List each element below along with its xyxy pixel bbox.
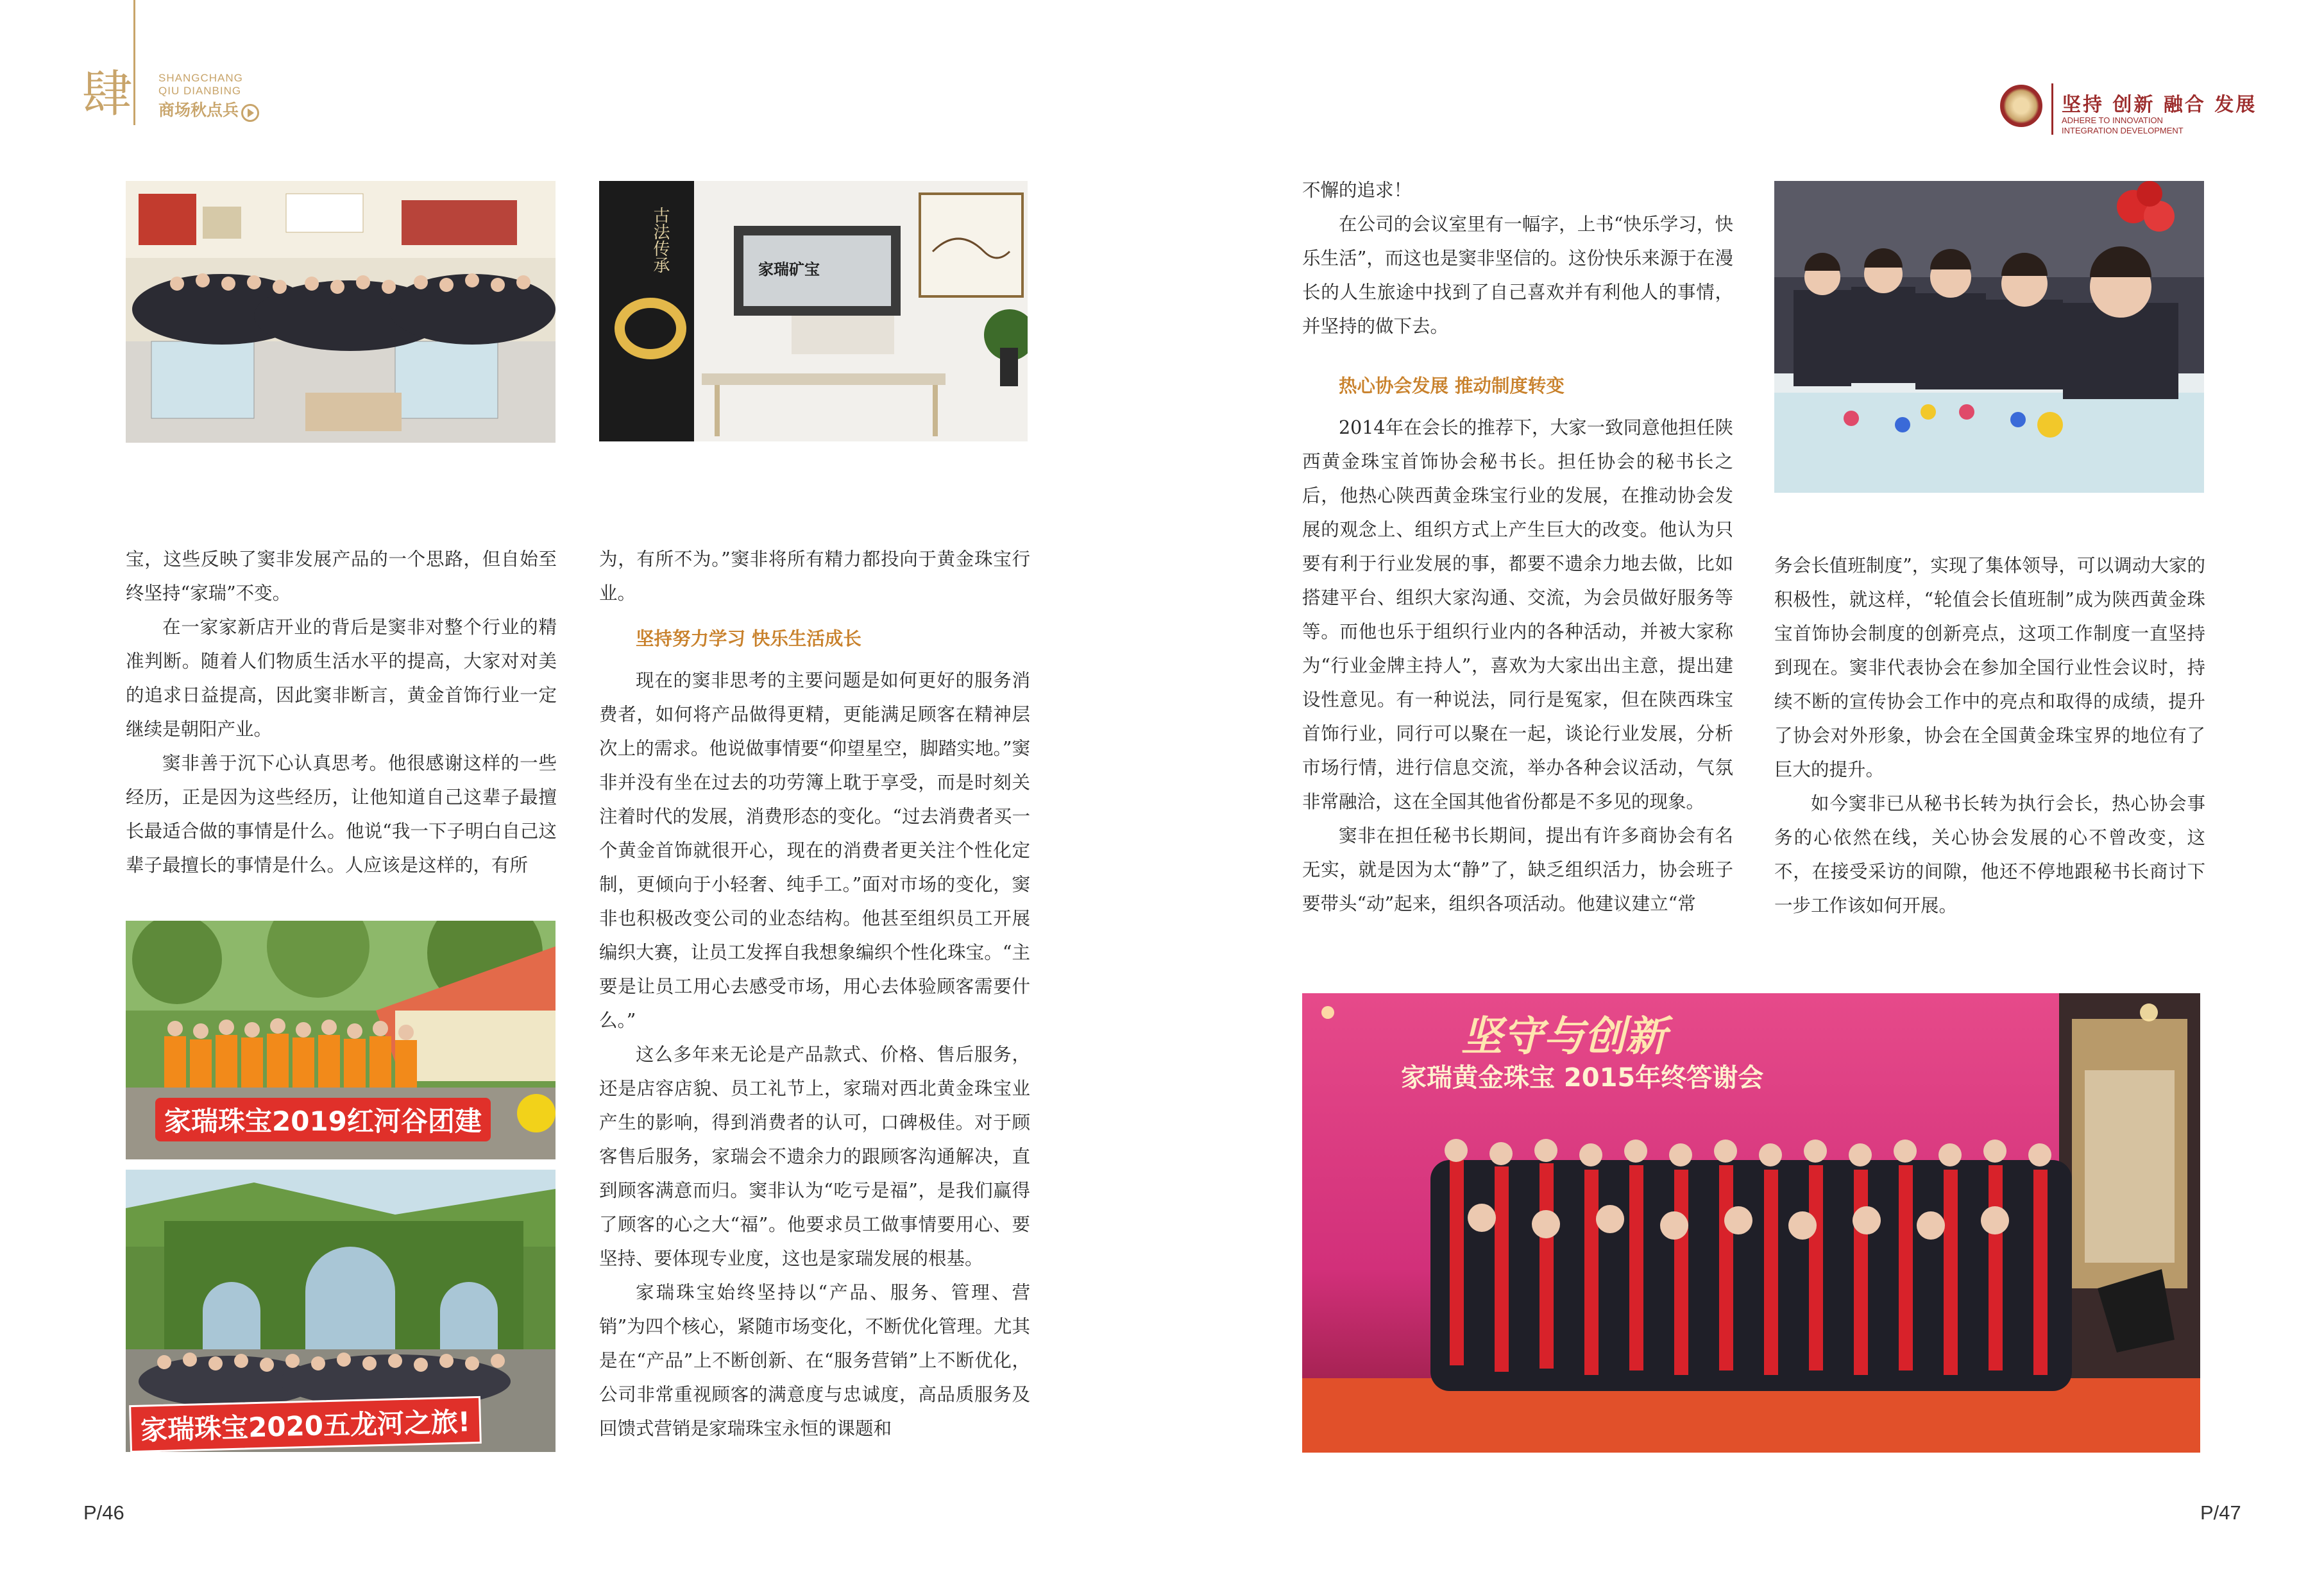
header-en-line2: QIU DIANBING <box>158 85 242 97</box>
col2-section-heading: 坚持努力学习 快乐生活成长 <box>636 628 861 649</box>
play-icon <box>241 104 259 122</box>
col2-paragraph-2: 现在的窦非思考的主要问题是如何更好的服务消费者，如何将产品做得更精，更能满足顾客在精神层次上的需求。他说做事情要“仰望星空，脚踏实地。”窦非并没有坐在过去的功劳簿上耽于享受，而是时刻关注着时代的发展，消费形态的变化。“过去消费者买一个黄金首饰就很开心，现在的消费者更关注个性化定制，更倾向于小轻奢、纯手工。”面对市场的变化，窦非也积极改变公司的业态结构。他甚至组织员工开展编织大赛，让员工发挥自我想象编织个性化珠宝。“主要是让员工用心去感受市场，用心去体验顾客需要什么。” <box>599 670 1030 1031</box>
article-column-1 <box>126 542 557 882</box>
article-column-3 <box>1302 173 1733 921</box>
header-en-line1: SHANGCHANG <box>158 72 243 84</box>
col1-paragraph-2: 在一家家新店开业的背后是窦非对整个行业的精准判断。随着人们物质生活水平的提高，大家对对美的追求日益提高，因此窦非断言，黄金首饰行业一定继续是朝阳产业。 <box>126 617 557 740</box>
header-right-divider <box>2051 83 2053 135</box>
photo-staff-selfie <box>1774 181 2204 493</box>
header-cn-title: 商场秋点兵 <box>158 101 239 119</box>
header-slogan-en2: INTEGRATION DEVELOPMENT <box>2062 126 2184 135</box>
photo-store-interior <box>599 181 1028 441</box>
company-logo <box>2000 85 2042 127</box>
col3-paragraph-3: 2014年在会长的推荐下，大家一致同意他担任陕西黄金珠宝首饰协会秘书长。担任协会的秘书长之后，他热心陕西黄金珠宝行业的发展，在推动协会发展的观念上、组织方式上产生巨大的改变。他认为只要有利于行业发展的事，都要不遗余力地去做，比如搭建平台、组织大家沟通、交流，为会员做好服务等等。而他也乐于组织行业内的各种活动，并被大家称为“行业金牌主持人”，喜欢为大家出出主意，提出建设性意见。有一种说法，同行是冤家，但在陕西珠宝首饰行业，同行可以聚在一起，谈论行业发展，分析市场行情，进行信息交流，举办各种会议活动，气氛非常融洽，这在全国其他省份都是不多见的现象。 <box>1302 417 1733 812</box>
photo-gala-2015 <box>1302 993 2200 1453</box>
gala-banner-line1: 坚守与创新 <box>1461 1013 1667 1061</box>
col2-paragraph-1: 为，有所不为。”窦非将所有精力都投向于黄金珠宝行业。 <box>599 549 1030 604</box>
store-sign-text: 家瑞矿宝 <box>758 260 820 278</box>
col3-paragraph-4: 窦非在担任秘书长期间，提出有许多商协会有名无实，就是因为太“静”了，缺乏组织活力，协会班子要带头“动”起来，组织各项活动。他建议建立“常 <box>1302 825 1733 914</box>
col3-paragraph-2: 在公司的会议室里有一幅字，上书“快乐学习，快乐生活”，而这也是窦非坚信的。这份快乐来源于在漫长的人生旅途中找到了自己喜欢并有利他人的事情，并坚持的做下去。 <box>1302 214 1733 337</box>
header-chapter-glyph: 肆 <box>82 65 133 123</box>
page-number-right: P/47 <box>2200 1501 2241 1524</box>
col3-paragraph-1: 不懈的追求！ <box>1302 180 1412 201</box>
photo-team-2020 <box>126 1170 556 1452</box>
article-column-2 <box>599 542 1030 1446</box>
col2-paragraph-4: 家瑞珠宝始终坚持以“产品、服务、管理、营销”为四个核心，紧随市场变化，不断优化管理。尤其是在“产品”上不断创新、在“服务营销”上不断优化，公司非常重视顾客的满意度与忠诚度，高品质服务及回馈式营销是家瑞珠宝永恒的课题和 <box>599 1282 1030 1439</box>
header-slogan: 坚持 创新 融合 发展 <box>2062 94 2257 116</box>
photo-team-2019 <box>126 921 556 1159</box>
gala-banner-line2: 家瑞黄金珠宝 2015年终答谢会 <box>1401 1063 1764 1093</box>
col1-paragraph-1: 宝，这些反映了窦非发展产品的一个思路，但自始至终坚持“家瑞”不变。 <box>126 549 557 604</box>
header-vertical-line <box>133 0 135 125</box>
header-section-title <box>158 98 259 122</box>
header-slogan-en1: ADHERE TO INNOVATION <box>2062 115 2163 125</box>
article-column-4 <box>1774 549 2205 923</box>
col4-paragraph-1: 务会长值班制度”，实现了集体领导，可以调动大家的积极性，就这样，“轮值会长值班制”成为陕西黄金珠宝首饰协会制度的创新亮点，这项工作制度一直坚持到现在。窦非代表协会在参加全国行业性会议时，持续不断的宣传协会工作中的亮点和取得的成绩，提升了协会对外形象，协会在全国黄金珠宝界的地位有了巨大的提升。 <box>1774 555 2205 780</box>
col2-paragraph-3: 这么多年来无论是产品款式、价格、售后服务，还是店容店貌、员工礼节上，家瑞对西北黄金珠宝业产生的影响，得到消费者的认可，口碑极佳。对于顾客售后服务，家瑞会不遗余力的跟顾客沟通解决，直到顾客满意而归。窦非认为“吃亏是福”，是我们赢得了顾客的心之大“福”。他要求员工做事情要用心、要坚持、要体现专业度，这也是家瑞发展的根基。 <box>599 1044 1030 1269</box>
col1-paragraph-3: 窦非善于沉下心认真思考。他很感谢这样的一些经历，正是因为这些经历，让他知道自己这辈子最擅长最适合做的事情是什么。他说“我一下子明白自己这辈子最擅长的事情是什么。人应该是这样的，有所 <box>126 753 557 876</box>
caption-2019: 家瑞珠宝2019红河谷团建 <box>155 1098 491 1141</box>
store-poster-text: 古法传承 <box>650 207 670 273</box>
caption-2020: 家瑞珠宝2020五龙河之旅! <box>129 1396 482 1452</box>
col3-section-heading: 热心协会发展 推动制度转变 <box>1339 375 1565 397</box>
col4-paragraph-2: 如今窦非已从秘书长转为执行会长，热心协会事务的心依然在线，关心协会发展的心不曾改变，这不，在接受采访的间隙，他还不停地跟秘书长商讨下一步工作该如何开展。 <box>1774 793 2205 916</box>
photo-staff-store <box>126 181 556 443</box>
page-number-left: P/46 <box>83 1501 124 1524</box>
